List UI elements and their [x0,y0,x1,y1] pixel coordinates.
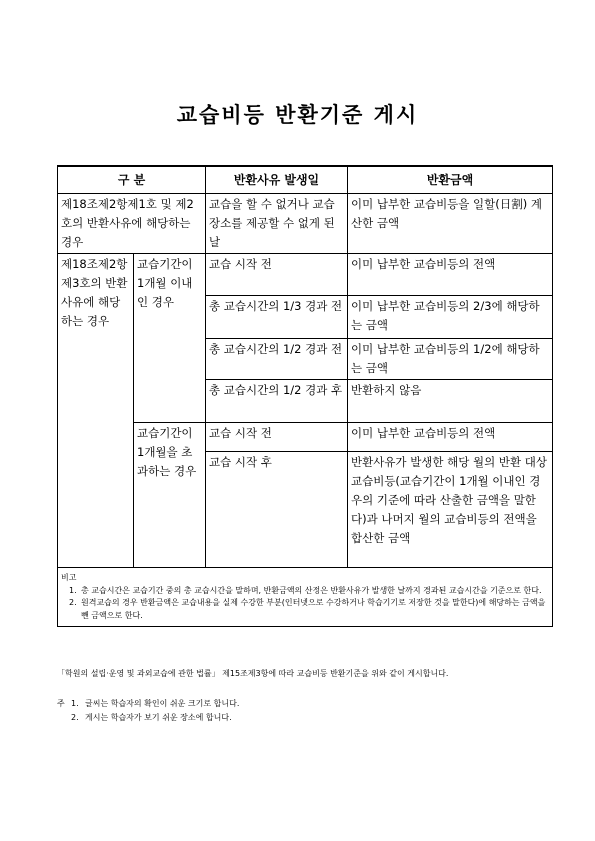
notes-row [58,568,553,627]
footnote-number: 1. [71,699,79,708]
sub1-row2-amount: 이미 납부한 교습비등의 2/3에 해당하는 금액 [348,296,553,339]
notes-heading: 비고 [61,573,77,582]
row1-occurrence: 교습을 할 수 없거나 교습 장소를 제공할 수 없게 된 날 [206,194,348,254]
notes-cell [58,568,553,627]
footnote-label: 주 [57,699,65,708]
table-row [58,254,553,296]
sub1-row3-amount: 이미 납부한 교습비등의 1/2에 해당하는 금액 [348,339,553,380]
sub2-period: 교습기간이 1개월을 초과하는 경우 [134,423,206,568]
table-header-row [58,166,553,194]
footnote-number: 2. [71,713,79,722]
row1-amount: 이미 납부한 교습비등을 일할(日割) 계산한 금액 [348,194,553,254]
posting-statement: 「학원의 설립·운영 및 과외교습에 관한 법률」 제15조제3항에 따라 교습비등 반환기준을 위와 같이 게시합니다. [57,669,449,678]
sub2-row2-occurrence: 교습 시작 후 [206,452,348,568]
sub2-row1-amount: 이미 납부한 교습비등의 전액 [348,423,553,452]
sub1-row4-amount: 반환하지 않음 [348,380,553,423]
footnote-item [57,711,239,725]
table-row [58,194,553,254]
note-number: 1. [69,585,77,595]
footnote-text: 글씨는 학습자의 확인이 쉬운 크기로 합니다. [85,699,240,708]
note-item [69,597,549,622]
sub1-row1-amount: 이미 납부한 교습비등의 전액 [348,254,553,296]
sub2-row2-amount: 반환사유가 발생한 해당 월의 반환 대상 교습비등(교습기간이 1개월 이내인 경우의 기준에 따라 산출한 금액을 말한다)과 나머지 월의 교습비등의 전액을 합산한 금액 [348,452,553,568]
note-text: 원격교습의 경우 반환금액은 교습내용을 실제 수강한 부분(인터넷으로 수강하거나 학습기기로 저장한 것을 말한다)에 해당하는 금액을 뺀 금액으로 한다. [81,598,546,620]
sub1-period: 교습기간이 1개월 이내인 경우 [134,254,206,423]
header-occurrence: 반환사유 발생일 [206,166,348,194]
note-number: 2. [69,598,77,607]
header-amount: 반환금액 [348,166,553,194]
page-title: 교습비등 반환기준 게시 [176,103,419,127]
note-text: 총 교습시간은 교습기간 중의 총 교습시간을 말하며, 반환금액의 산정은 반환사유가 발생한 날까지 경과된 교습시간을 기준으로 한다. [81,585,542,595]
footnote-item [57,697,239,711]
sub1-row4-occurrence: 총 교습시간의 1/2 경과 후 [206,380,348,423]
row1-category: 제18조제2항제1호 및 제2호의 반환사유에 해당하는 경우 [58,194,206,254]
note-item [69,585,549,598]
refund-standard-table [57,165,553,627]
sub1-row1-occurrence: 교습 시작 전 [206,254,348,296]
sub1-row2-occurrence: 총 교습시간의 1/3 경과 전 [206,296,348,339]
footnotes [57,697,239,725]
sub1-row3-occurrence: 총 교습시간의 1/2 경과 전 [206,339,348,380]
header-category: 구 분 [58,166,206,194]
group-category: 제18조제2항 제3호의 반환 사유에 해당하는 경우 [58,254,134,568]
footnote-text: 게시는 학습자가 보기 쉬운 장소에 합니다. [85,713,232,722]
sub2-row1-occurrence: 교습 시작 전 [206,423,348,452]
